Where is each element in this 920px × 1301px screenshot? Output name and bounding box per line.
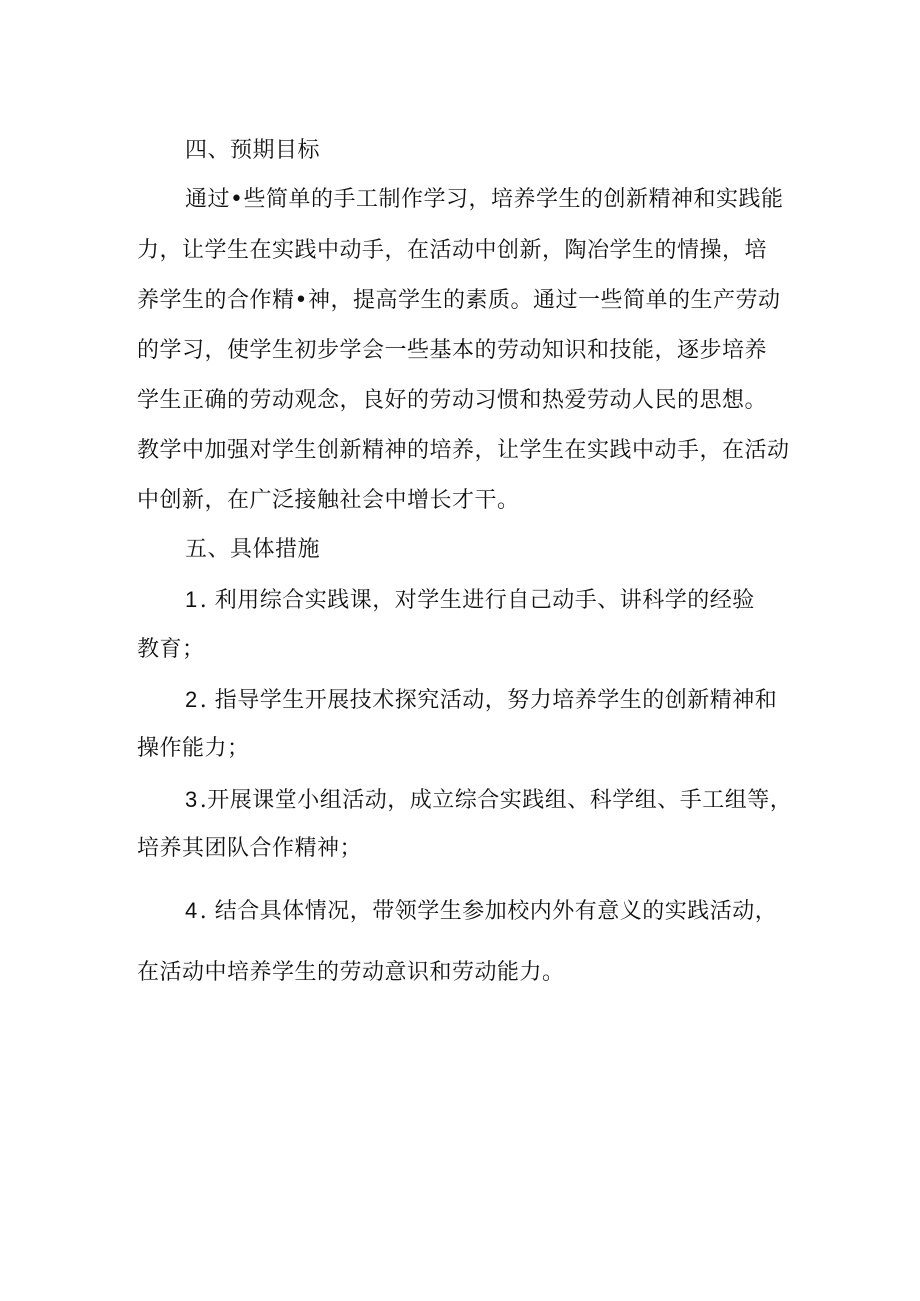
paragraph-line: 通过•些简单的手工制作学习，培养学生的创新精神和实践能	[185, 187, 784, 212]
list-item	[185, 785, 845, 816]
list-item-continuation: 培养其团队合作精神；	[137, 836, 363, 861]
paragraph-line: 学生正确的劳动观念，良好的劳动习惯和热爱劳动人民的思想。	[137, 388, 768, 413]
list-item-continuation: 在活动中培养学生的劳动意识和劳动能力。	[137, 960, 565, 985]
section-5-heading: 五、具体措施	[185, 537, 321, 562]
list-item-text: . 结合具体情况，带领学生参加校内外有意义的实践活动，	[199, 899, 778, 924]
list-item-number: 1	[185, 587, 198, 612]
list-item-text: . 利用综合实践课，对学生进行自己动手、讲科学的经验	[199, 588, 755, 613]
list-item	[185, 896, 845, 927]
list-item-continuation: 操作能力；	[137, 736, 250, 761]
section-4-heading: 四、预期目标	[185, 138, 321, 163]
list-item-continuation: 教育；	[137, 637, 205, 662]
list-item-number: 4	[185, 898, 198, 923]
list-item-text: .开展课堂小组活动，成立综合实践组、科学组、手工组等，	[199, 788, 793, 813]
list-item	[185, 585, 845, 616]
paragraph-line: 中创新，在广泛接触社会中增长才干。	[137, 488, 520, 513]
list-item-text: . 指导学生开展技术探究活动，努力培养学生的创新精神和	[199, 688, 778, 713]
paragraph-line: 力，让学生在实践中动手，在活动中创新，陶冶学生的情操，培	[137, 238, 768, 263]
paragraph-line: 养学生的合作精•神，提高学生的素质。通过一些简单的生产劳动	[137, 288, 781, 313]
paragraph-line: 的学习，使学生初步学会一些基本的劳动知识和技能，逐步培养	[137, 338, 768, 363]
list-item-number: 3	[185, 787, 198, 812]
list-item	[185, 685, 845, 716]
paragraph-line: 教学中加强对学生创新精神的培养，让学生在实践中动手，在活动	[137, 438, 790, 463]
list-item-number: 2	[185, 687, 198, 712]
